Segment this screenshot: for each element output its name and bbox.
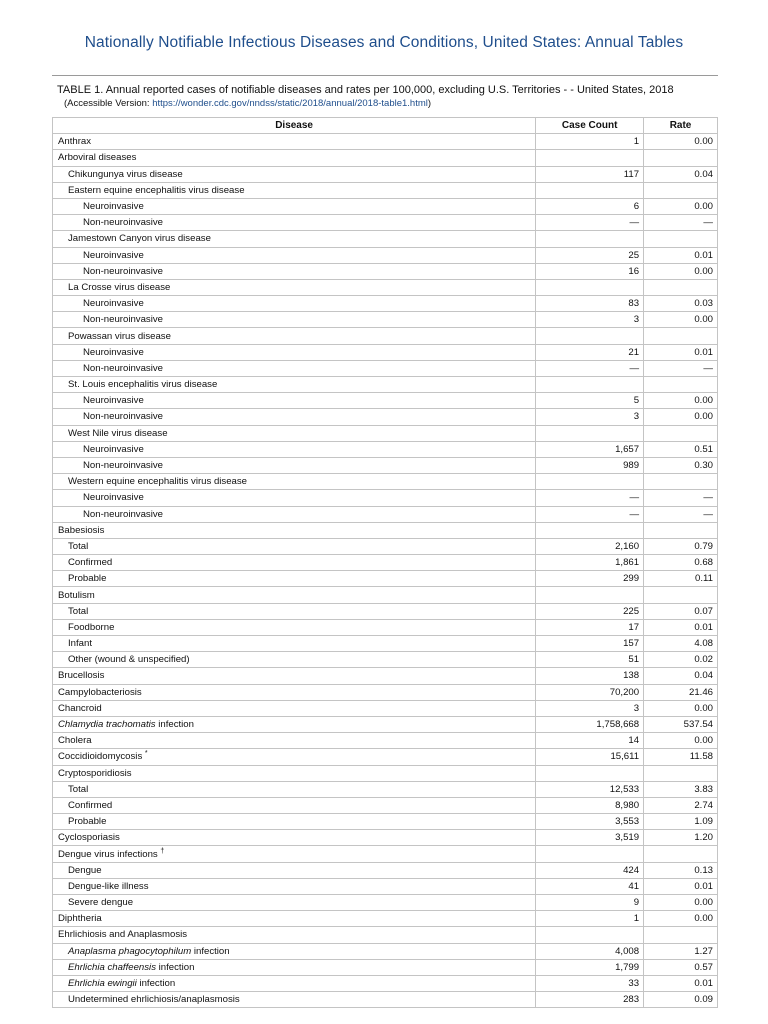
page-title: Nationally Notifiable Infectious Diseases and Conditions, United States: Annual Tables bbox=[84, 34, 684, 51]
disease-name: Foodborne bbox=[68, 621, 115, 633]
disease-name: Non-neuroinvasive bbox=[83, 508, 163, 520]
case-count-cell: 3 bbox=[536, 312, 644, 328]
case-count-cell: 3 bbox=[536, 700, 644, 716]
disease-name-cell bbox=[53, 619, 536, 635]
disease-name-cell bbox=[53, 231, 536, 247]
rate-cell bbox=[644, 927, 718, 943]
rate-cell: 0.01 bbox=[644, 619, 718, 635]
case-count-cell: 70,200 bbox=[536, 684, 644, 700]
disease-name-cell bbox=[53, 166, 536, 182]
case-count-cell bbox=[536, 231, 644, 247]
table-row bbox=[53, 474, 718, 490]
case-count-cell: — bbox=[536, 360, 644, 376]
disease-name-cell bbox=[53, 555, 536, 571]
disease-name-cell bbox=[53, 652, 536, 668]
disease-name: Non-neuroinvasive bbox=[83, 460, 163, 472]
table-row bbox=[53, 215, 718, 231]
table-row bbox=[53, 846, 718, 862]
disease-name-cell bbox=[53, 312, 536, 328]
disease-name-cell bbox=[53, 538, 536, 554]
disease-name: Total bbox=[68, 783, 89, 795]
table-row bbox=[53, 975, 718, 991]
disease-name: Neuroinvasive bbox=[83, 492, 144, 504]
disease-name: Western equine encephalitis virus disease bbox=[68, 476, 248, 488]
table-title: TABLE 1. Annual reported cases of notifiable diseases and rates per 100,000, excluding U.S. Territories - - United States, 2018 bbox=[57, 84, 674, 96]
case-count-cell: 4,008 bbox=[536, 943, 644, 959]
disease-name: Non-neuroinvasive bbox=[83, 314, 163, 326]
rate-cell bbox=[644, 425, 718, 441]
case-count-cell: 25 bbox=[536, 247, 644, 263]
disease-name-cell bbox=[53, 668, 536, 684]
rate-cell: 0.51 bbox=[644, 441, 718, 457]
disease-name: Non-neuroinvasive bbox=[83, 217, 163, 229]
table-header-row bbox=[53, 118, 718, 134]
rate-cell: 0.00 bbox=[644, 134, 718, 150]
case-count-cell bbox=[536, 927, 644, 943]
case-count-cell bbox=[536, 587, 644, 603]
table-row bbox=[53, 781, 718, 797]
disease-name: Total bbox=[68, 540, 89, 552]
disease-name: Undetermined ehrlichiosis/anaplasmosis bbox=[68, 994, 240, 1006]
disease-name-cell bbox=[53, 198, 536, 214]
disease-name-cell bbox=[53, 425, 536, 441]
table-row bbox=[53, 733, 718, 749]
case-count-cell: 1 bbox=[536, 911, 644, 927]
disease-name: Infant bbox=[68, 638, 93, 650]
disease-name: Botulism bbox=[58, 589, 95, 601]
rate-cell: — bbox=[644, 490, 718, 506]
table-row bbox=[53, 700, 718, 716]
rate-cell: 0.02 bbox=[644, 652, 718, 668]
disease-name: La Crosse virus disease bbox=[68, 281, 171, 293]
table-row bbox=[53, 182, 718, 198]
disease-name: Neuroinvasive bbox=[83, 443, 144, 455]
table-row bbox=[53, 587, 718, 603]
rate-cell: 0.01 bbox=[644, 975, 718, 991]
rate-cell: 0.01 bbox=[644, 247, 718, 263]
disease-name: Arboviral diseases bbox=[58, 152, 137, 164]
table-row bbox=[53, 943, 718, 959]
disease-name-suffix: infection bbox=[156, 961, 195, 973]
table-row bbox=[53, 425, 718, 441]
disease-name-cell bbox=[53, 943, 536, 959]
disease-name: Jamestown Canyon virus disease bbox=[68, 233, 211, 245]
disease-name-cell bbox=[53, 684, 536, 700]
rate-cell: 21.46 bbox=[644, 684, 718, 700]
case-count-cell: 1,861 bbox=[536, 555, 644, 571]
disease-name: Other (wound & unspecified) bbox=[68, 654, 190, 666]
rate-cell bbox=[644, 377, 718, 393]
case-count-cell bbox=[536, 522, 644, 538]
accessible-prefix: (Accessible Version: bbox=[64, 98, 153, 109]
rate-cell: 537.54 bbox=[644, 716, 718, 732]
disease-name: Non-neuroinvasive bbox=[83, 362, 163, 374]
disease-name-cell bbox=[53, 716, 536, 732]
table-row bbox=[53, 830, 718, 846]
rate-cell: 2.74 bbox=[644, 797, 718, 813]
disease-name-cell bbox=[53, 862, 536, 878]
case-count-cell: 51 bbox=[536, 652, 644, 668]
disease-name: Ehrlichiosis and Anaplasmosis bbox=[58, 929, 188, 941]
disease-name-cell bbox=[53, 506, 536, 522]
case-count-cell: 157 bbox=[536, 636, 644, 652]
footnote-marker: † bbox=[160, 847, 165, 855]
disease-name-cell bbox=[53, 765, 536, 781]
disease-name-cell bbox=[53, 797, 536, 813]
rate-cell bbox=[644, 587, 718, 603]
rate-cell: 0.00 bbox=[644, 393, 718, 409]
table-row bbox=[53, 555, 718, 571]
table-row bbox=[53, 538, 718, 554]
disease-name: Neuroinvasive bbox=[83, 201, 144, 213]
rate-cell: 0.68 bbox=[644, 555, 718, 571]
case-count-cell: 1,657 bbox=[536, 441, 644, 457]
disease-name: Powassan virus disease bbox=[68, 330, 171, 342]
rate-cell bbox=[644, 846, 718, 862]
case-count-cell: 225 bbox=[536, 603, 644, 619]
disease-name-cell bbox=[53, 441, 536, 457]
rate-cell: 0.00 bbox=[644, 263, 718, 279]
table-row bbox=[53, 668, 718, 684]
disease-name-cell bbox=[53, 279, 536, 295]
rate-cell: 0.07 bbox=[644, 603, 718, 619]
table-row bbox=[53, 619, 718, 635]
table-row bbox=[53, 522, 718, 538]
rate-cell: 0.00 bbox=[644, 198, 718, 214]
disease-name-cell bbox=[53, 927, 536, 943]
rate-cell: — bbox=[644, 215, 718, 231]
case-count-cell: 17 bbox=[536, 619, 644, 635]
case-count-cell bbox=[536, 279, 644, 295]
disease-name-cell bbox=[53, 911, 536, 927]
rate-cell: 0.11 bbox=[644, 571, 718, 587]
case-count-cell bbox=[536, 474, 644, 490]
table-row bbox=[53, 393, 718, 409]
table-row bbox=[53, 231, 718, 247]
rate-cell: 0.30 bbox=[644, 457, 718, 473]
disease-name: Probable bbox=[68, 816, 107, 828]
table-row bbox=[53, 895, 718, 911]
rate-cell: 3.83 bbox=[644, 781, 718, 797]
disease-name: Coccidioidomycosis bbox=[58, 751, 143, 763]
disease-name-cell bbox=[53, 474, 536, 490]
disease-name: Severe dengue bbox=[68, 897, 134, 909]
table-row bbox=[53, 571, 718, 587]
disease-name: Brucellosis bbox=[58, 670, 105, 682]
disease-name: Neuroinvasive bbox=[83, 249, 144, 261]
table-row bbox=[53, 797, 718, 813]
case-count-cell bbox=[536, 425, 644, 441]
rate-cell bbox=[644, 150, 718, 166]
rate-cell: 0.57 bbox=[644, 959, 718, 975]
table-row bbox=[53, 652, 718, 668]
disease-name: West Nile virus disease bbox=[68, 427, 168, 439]
disease-name: Neuroinvasive bbox=[83, 298, 144, 310]
disease-name-cell bbox=[53, 814, 536, 830]
disease-name-cell bbox=[53, 328, 536, 344]
rate-cell bbox=[644, 474, 718, 490]
case-count-cell: 3,553 bbox=[536, 814, 644, 830]
disease-name: Campylobacteriosis bbox=[58, 686, 142, 698]
table-row bbox=[53, 911, 718, 927]
disease-name: Cryptosporidiosis bbox=[58, 767, 132, 779]
rate-cell: 0.00 bbox=[644, 733, 718, 749]
disease-name-cell bbox=[53, 150, 536, 166]
disease-name-cell bbox=[53, 749, 536, 765]
table-caption bbox=[57, 84, 717, 110]
table-row bbox=[53, 992, 718, 1008]
case-count-cell bbox=[536, 328, 644, 344]
case-count-cell: 8,980 bbox=[536, 797, 644, 813]
case-count-cell: 33 bbox=[536, 975, 644, 991]
disease-name-cell bbox=[53, 263, 536, 279]
table-row bbox=[53, 749, 718, 765]
table-row bbox=[53, 959, 718, 975]
table-row bbox=[53, 134, 718, 150]
table-row bbox=[53, 716, 718, 732]
rate-cell: 0.01 bbox=[644, 878, 718, 894]
disease-name: Neuroinvasive bbox=[83, 395, 144, 407]
table-row bbox=[53, 360, 718, 376]
table-row bbox=[53, 814, 718, 830]
case-count-cell: 299 bbox=[536, 571, 644, 587]
disease-name-cell bbox=[53, 296, 536, 312]
disease-name-suffix: infection bbox=[191, 945, 230, 957]
disease-name-cell bbox=[53, 700, 536, 716]
table-row bbox=[53, 878, 718, 894]
case-count-cell: — bbox=[536, 490, 644, 506]
table-row bbox=[53, 247, 718, 263]
disease-name: Diphtheria bbox=[58, 913, 102, 925]
table-row bbox=[53, 441, 718, 457]
case-count-cell bbox=[536, 150, 644, 166]
rate-cell: 0.79 bbox=[644, 538, 718, 554]
case-count-cell: 83 bbox=[536, 296, 644, 312]
disease-name-cell bbox=[53, 215, 536, 231]
table-row bbox=[53, 377, 718, 393]
rate-cell: 0.00 bbox=[644, 911, 718, 927]
case-count-cell: 3 bbox=[536, 409, 644, 425]
disease-name-cell bbox=[53, 457, 536, 473]
disease-name-cell bbox=[53, 878, 536, 894]
case-count-cell: 21 bbox=[536, 344, 644, 360]
footnote-marker: * bbox=[144, 750, 148, 758]
table-row bbox=[53, 684, 718, 700]
rate-cell bbox=[644, 279, 718, 295]
table-row bbox=[53, 927, 718, 943]
disease-name: Cholera bbox=[58, 735, 92, 747]
disease-name-cell bbox=[53, 393, 536, 409]
disease-name: St. Louis encephalitis virus disease bbox=[68, 379, 218, 391]
disease-name-cell bbox=[53, 603, 536, 619]
disease-name-cell bbox=[53, 247, 536, 263]
disease-name: Total bbox=[68, 605, 89, 617]
disease-name: Dengue-like illness bbox=[68, 880, 149, 892]
disease-name: Confirmed bbox=[68, 557, 113, 569]
case-count-cell: 5 bbox=[536, 393, 644, 409]
disease-name-suffix: infection bbox=[155, 719, 194, 731]
header-divider bbox=[52, 75, 718, 76]
case-count-cell: — bbox=[536, 506, 644, 522]
rate-cell: 0.00 bbox=[644, 895, 718, 911]
rate-cell bbox=[644, 765, 718, 781]
case-count-cell: 15,611 bbox=[536, 749, 644, 765]
disease-name-cell bbox=[53, 182, 536, 198]
case-count-cell: 41 bbox=[536, 878, 644, 894]
disease-name-cell bbox=[53, 846, 536, 862]
rate-cell: 0.00 bbox=[644, 312, 718, 328]
table-row bbox=[53, 344, 718, 360]
rate-cell: — bbox=[644, 360, 718, 376]
rate-cell: 0.04 bbox=[644, 668, 718, 684]
disease-name-suffix: infection bbox=[136, 978, 176, 990]
disease-name: Anaplasma phagocytophilum bbox=[68, 945, 192, 957]
column-header-rate: Rate bbox=[644, 118, 718, 134]
rate-cell: 4.08 bbox=[644, 636, 718, 652]
case-count-cell: 1,799 bbox=[536, 959, 644, 975]
table-row bbox=[53, 166, 718, 182]
rate-cell bbox=[644, 182, 718, 198]
rate-cell: 0.13 bbox=[644, 862, 718, 878]
disease-name-cell bbox=[53, 959, 536, 975]
column-header-case-count: Case Count bbox=[536, 118, 644, 134]
disease-name: Eastern equine encephalitis virus disease bbox=[68, 184, 245, 196]
disease-name: Non-neuroinvasive bbox=[83, 411, 163, 423]
rate-cell: 1.09 bbox=[644, 814, 718, 830]
disease-name: Chancroid bbox=[58, 702, 102, 714]
case-count-cell: 9 bbox=[536, 895, 644, 911]
case-count-cell: 138 bbox=[536, 668, 644, 684]
case-count-cell: 424 bbox=[536, 862, 644, 878]
rate-cell: 1.20 bbox=[644, 830, 718, 846]
disease-name: Dengue bbox=[68, 864, 102, 876]
disease-name-cell bbox=[53, 344, 536, 360]
case-count-cell: 117 bbox=[536, 166, 644, 182]
table-row bbox=[53, 862, 718, 878]
case-count-cell: 1,758,668 bbox=[536, 716, 644, 732]
accessible-version-link[interactable]: https://wonder.cdc.gov/nndss/static/2018/annual/2018-table1.html bbox=[152, 98, 428, 109]
disease-name-cell bbox=[53, 895, 536, 911]
case-count-cell: 6 bbox=[536, 198, 644, 214]
case-count-cell: 14 bbox=[536, 733, 644, 749]
table-row bbox=[53, 765, 718, 781]
disease-name-cell bbox=[53, 409, 536, 425]
disease-name: Ehrlichia ewingii bbox=[68, 978, 137, 990]
table-body bbox=[53, 134, 718, 1008]
disease-name: Chlamydia trachomatis bbox=[58, 719, 156, 731]
case-count-cell: 16 bbox=[536, 263, 644, 279]
disease-name-cell bbox=[53, 636, 536, 652]
table-row bbox=[53, 150, 718, 166]
disease-name: Babesiosis bbox=[58, 524, 105, 536]
disease-name-cell bbox=[53, 571, 536, 587]
rate-cell: 0.03 bbox=[644, 296, 718, 312]
disease-name: Confirmed bbox=[68, 799, 113, 811]
case-count-cell: — bbox=[536, 215, 644, 231]
case-count-cell bbox=[536, 182, 644, 198]
rate-cell: 11.58 bbox=[644, 749, 718, 765]
disease-name-cell bbox=[53, 360, 536, 376]
case-count-cell: 12,533 bbox=[536, 781, 644, 797]
disease-name-cell bbox=[53, 733, 536, 749]
rate-cell: 1.27 bbox=[644, 943, 718, 959]
table-row bbox=[53, 296, 718, 312]
disease-name-cell bbox=[53, 522, 536, 538]
rate-cell: 0.09 bbox=[644, 992, 718, 1008]
disease-name: Ehrlichia chaffeensis bbox=[68, 961, 156, 973]
disease-name-cell bbox=[53, 975, 536, 991]
table-row bbox=[53, 457, 718, 473]
case-count-cell bbox=[536, 846, 644, 862]
rate-cell: 0.01 bbox=[644, 344, 718, 360]
table-row bbox=[53, 409, 718, 425]
disease-name: Probable bbox=[68, 573, 107, 585]
disease-name: Chikungunya virus disease bbox=[68, 168, 183, 180]
case-count-cell bbox=[536, 377, 644, 393]
table-row bbox=[53, 490, 718, 506]
accessible-suffix: ) bbox=[427, 98, 432, 109]
case-count-cell: 283 bbox=[536, 992, 644, 1008]
disease-name-cell bbox=[53, 490, 536, 506]
rate-cell bbox=[644, 328, 718, 344]
disease-name-cell bbox=[53, 830, 536, 846]
table-row bbox=[53, 506, 718, 522]
table-row bbox=[53, 603, 718, 619]
table-row bbox=[53, 279, 718, 295]
rate-cell: 0.00 bbox=[644, 409, 718, 425]
disease-name: Dengue virus infections bbox=[58, 848, 158, 860]
disease-name: Cyclosporiasis bbox=[58, 832, 120, 844]
table-row bbox=[53, 636, 718, 652]
disease-name-cell bbox=[53, 781, 536, 797]
column-header-disease: Disease bbox=[53, 118, 536, 134]
disease-name: Neuroinvasive bbox=[83, 346, 144, 358]
case-count-cell: 989 bbox=[536, 457, 644, 473]
case-count-cell bbox=[536, 765, 644, 781]
rate-cell bbox=[644, 522, 718, 538]
rate-cell: — bbox=[644, 506, 718, 522]
disease-table bbox=[52, 117, 718, 1008]
case-count-cell: 3,519 bbox=[536, 830, 644, 846]
table-row bbox=[53, 312, 718, 328]
disease-name-cell bbox=[53, 377, 536, 393]
disease-name-cell bbox=[53, 587, 536, 603]
case-count-cell: 1 bbox=[536, 134, 644, 150]
rate-cell: 0.04 bbox=[644, 166, 718, 182]
case-count-cell: 2,160 bbox=[536, 538, 644, 554]
table-row bbox=[53, 328, 718, 344]
disease-name: Non-neuroinvasive bbox=[83, 265, 163, 277]
table-row bbox=[53, 263, 718, 279]
disease-name-cell bbox=[53, 134, 536, 150]
rate-cell: 0.00 bbox=[644, 700, 718, 716]
table-row bbox=[53, 198, 718, 214]
disease-name: Anthrax bbox=[58, 136, 92, 148]
rate-cell bbox=[644, 231, 718, 247]
disease-name-cell bbox=[53, 992, 536, 1008]
accessible-version-note bbox=[57, 97, 717, 110]
